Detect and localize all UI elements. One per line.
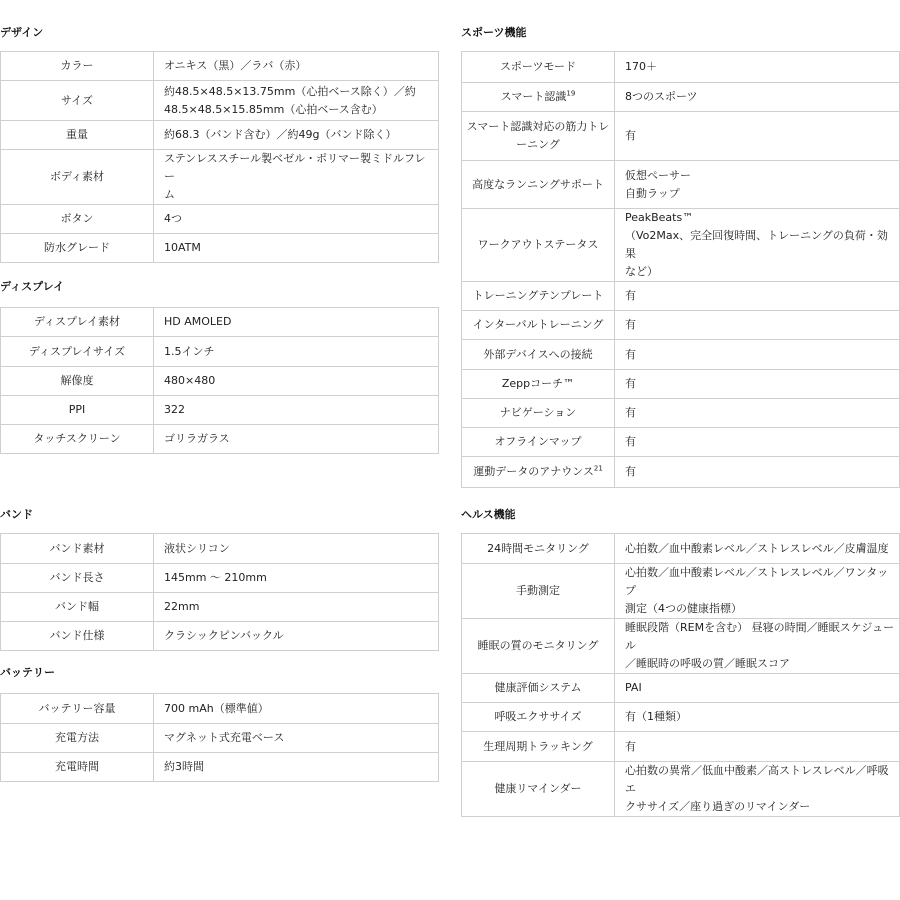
spec-value bbox=[615, 619, 900, 674]
spec-label bbox=[462, 83, 615, 112]
spec-label-text: バンド長さ bbox=[49, 571, 105, 584]
table-row bbox=[462, 340, 900, 370]
spec-value bbox=[615, 564, 900, 619]
table-row bbox=[1, 121, 439, 150]
table-row bbox=[462, 732, 900, 762]
spec-label bbox=[462, 161, 615, 209]
spec-label-text: 解像度 bbox=[60, 374, 94, 387]
spec-label bbox=[462, 619, 615, 674]
table-row bbox=[462, 370, 900, 399]
spec-value-line: 約68.3（バンド含む）／約49g（バンド除く） bbox=[164, 128, 397, 141]
spec-value-line: クラシックピンバックル bbox=[164, 629, 284, 642]
spec-value-line: 自動ラップ bbox=[625, 186, 680, 200]
table-row bbox=[462, 457, 900, 488]
spec-label-text: 手動測定 bbox=[516, 584, 560, 597]
spec-label-text: ボディ素材 bbox=[49, 170, 105, 183]
table-row bbox=[1, 425, 439, 454]
spec-label-text: 外部デバイスへの接続 bbox=[483, 347, 593, 361]
spec-value bbox=[154, 150, 439, 205]
section-title-battery: バッテリー bbox=[0, 666, 55, 679]
band-spec-table bbox=[0, 533, 439, 651]
spec-label-text: Zeppコーチ™ bbox=[501, 377, 575, 390]
spec-label bbox=[1, 753, 154, 782]
spec-label bbox=[462, 674, 615, 703]
sports-spec-table bbox=[461, 51, 900, 488]
section-title-sports: スポーツ機能 bbox=[461, 26, 527, 39]
spec-label-text: ディスプレイサイズ bbox=[28, 344, 126, 358]
spec-label-text: スポーツモード bbox=[499, 60, 577, 73]
footnote-marker: 21 bbox=[593, 464, 603, 473]
footnote-marker: 19 bbox=[566, 89, 576, 98]
spec-value bbox=[615, 112, 900, 161]
spec-label-text: ボタン bbox=[60, 212, 94, 225]
table-row bbox=[462, 311, 900, 340]
spec-label bbox=[462, 209, 615, 282]
spec-label-text: 健康リマインダー bbox=[494, 782, 582, 795]
section-title-health: ヘルス機能 bbox=[461, 508, 516, 521]
spec-label bbox=[462, 370, 615, 399]
spec-label bbox=[1, 724, 154, 753]
spec-value-line: 322 bbox=[164, 403, 185, 416]
spec-label-text: バンド幅 bbox=[55, 600, 99, 613]
table-row bbox=[462, 762, 900, 817]
spec-label bbox=[462, 732, 615, 762]
spec-label-text: オフラインマップ bbox=[494, 435, 582, 448]
spec-value-line: 48.5×48.5×15.85mm（心拍ベース含む） bbox=[164, 102, 383, 116]
table-row bbox=[1, 593, 439, 622]
spec-label-text: 生理周期トラッキング bbox=[483, 739, 593, 753]
battery-spec-table bbox=[0, 693, 439, 782]
spec-label bbox=[462, 762, 615, 817]
spec-label-text: PPI bbox=[68, 403, 86, 416]
spec-value bbox=[615, 399, 900, 428]
display-spec-table bbox=[0, 307, 439, 454]
spec-value bbox=[154, 425, 439, 454]
spec-value-line: 480×480 bbox=[164, 374, 216, 387]
spec-label bbox=[462, 282, 615, 311]
spec-label bbox=[462, 399, 615, 428]
spec-value-line: 145mm ～ 210mm bbox=[164, 571, 267, 584]
spec-value bbox=[615, 762, 900, 817]
spec-label bbox=[462, 340, 615, 370]
spec-value-line: など） bbox=[625, 265, 658, 278]
spec-value-line: 有 bbox=[625, 347, 636, 361]
spec-value-line: 4つ bbox=[164, 212, 182, 225]
table-row bbox=[1, 337, 439, 367]
spec-value-line: 有 bbox=[625, 465, 636, 478]
spec-value-line: 約3時間 bbox=[164, 760, 204, 773]
spec-value-line: 700 mAh（標準値） bbox=[164, 701, 269, 715]
spec-label-text: 運動データのアナウンス bbox=[473, 465, 594, 478]
spec-label bbox=[1, 234, 154, 263]
spec-label bbox=[1, 694, 154, 724]
spec-value-line: ゴリラガラス bbox=[164, 432, 230, 445]
spec-label bbox=[1, 150, 154, 205]
spec-value-line: 約48.5×48.5×13.75mm（心拍ベース除く）／約 bbox=[164, 84, 416, 98]
spec-value bbox=[154, 121, 439, 150]
table-row bbox=[462, 282, 900, 311]
spec-value bbox=[615, 340, 900, 370]
spec-label bbox=[462, 428, 615, 457]
spec-label bbox=[1, 564, 154, 593]
spec-value bbox=[615, 457, 900, 488]
spec-label bbox=[462, 52, 615, 83]
spec-value-line: 液状シリコン bbox=[164, 541, 230, 555]
spec-value bbox=[615, 209, 900, 282]
spec-value-line: ム bbox=[164, 188, 175, 201]
spec-value-line: 有 bbox=[625, 739, 636, 753]
spec-label-text: スマート認識 bbox=[500, 90, 567, 103]
table-row bbox=[1, 694, 439, 724]
table-row bbox=[1, 150, 439, 205]
table-row bbox=[1, 564, 439, 593]
table-row bbox=[462, 674, 900, 703]
table-row bbox=[462, 83, 900, 112]
spec-value bbox=[154, 367, 439, 396]
spec-label-text: バッテリー容量 bbox=[38, 701, 116, 715]
spec-label bbox=[1, 396, 154, 425]
spec-label-text: 充電時間 bbox=[55, 760, 99, 773]
spec-value-line: オニキス（黒）／ラバ（赤） bbox=[164, 59, 307, 72]
spec-value-line: 有 bbox=[625, 129, 636, 142]
spec-label bbox=[1, 205, 154, 234]
spec-label bbox=[1, 121, 154, 150]
spec-value bbox=[615, 732, 900, 762]
spec-value-line: 有 bbox=[625, 289, 636, 302]
spec-value bbox=[154, 308, 439, 337]
spec-value-line: 8つのスポーツ bbox=[625, 90, 698, 103]
spec-label-text: サイズ bbox=[60, 93, 94, 107]
spec-value-line: （Vo2Max、完全回復時間、トレーニングの負荷・効果 bbox=[625, 229, 888, 260]
table-row bbox=[462, 52, 900, 83]
table-row bbox=[462, 428, 900, 457]
spec-value bbox=[615, 703, 900, 732]
table-row bbox=[462, 703, 900, 732]
table-row bbox=[1, 396, 439, 425]
table-row bbox=[462, 399, 900, 428]
spec-label bbox=[1, 367, 154, 396]
table-row bbox=[462, 534, 900, 564]
spec-value bbox=[615, 534, 900, 564]
spec-label-text: ワークアウトステータス bbox=[477, 238, 599, 251]
spec-value-line: 心拍数／血中酸素レベル／ストレスレベル／皮膚温度 bbox=[625, 541, 889, 555]
spec-value-line: 心拍数の異常／低血中酸素／高ストレスレベル／呼吸エ bbox=[625, 764, 889, 795]
spec-value bbox=[154, 753, 439, 782]
spec-value bbox=[615, 311, 900, 340]
spec-value-line: PeakBeats™ bbox=[625, 211, 694, 224]
spec-value bbox=[154, 724, 439, 753]
table-row bbox=[462, 619, 900, 674]
spec-label-text: トレーニングテンプレート bbox=[472, 289, 604, 302]
spec-label-text: ディスプレイ素材 bbox=[33, 315, 121, 328]
spec-value-line: 有 bbox=[625, 435, 636, 448]
spec-value bbox=[154, 396, 439, 425]
spec-value-line: 10ATM bbox=[164, 241, 201, 254]
spec-value bbox=[154, 205, 439, 234]
spec-value bbox=[154, 694, 439, 724]
table-row bbox=[1, 205, 439, 234]
spec-value bbox=[615, 83, 900, 112]
spec-value-line: 測定（4つの健康指標） bbox=[625, 602, 742, 615]
spec-label bbox=[1, 52, 154, 81]
table-row bbox=[1, 724, 439, 753]
spec-value bbox=[615, 161, 900, 209]
spec-value bbox=[154, 593, 439, 622]
spec-value bbox=[615, 52, 900, 83]
spec-label bbox=[462, 703, 615, 732]
spec-value-line: HD AMOLED bbox=[164, 315, 232, 328]
spec-value-line: 有 bbox=[625, 406, 636, 419]
table-row bbox=[1, 234, 439, 263]
health-spec-table bbox=[461, 533, 900, 817]
spec-label-text: バンド仕様 bbox=[49, 629, 105, 642]
table-row bbox=[1, 753, 439, 782]
spec-label bbox=[1, 534, 154, 564]
spec-value bbox=[615, 674, 900, 703]
spec-label-text: 睡眠の質のモニタリング bbox=[477, 639, 599, 652]
spec-label bbox=[462, 534, 615, 564]
spec-value-line: 有 bbox=[625, 377, 636, 390]
spec-value bbox=[154, 81, 439, 121]
spec-label bbox=[462, 112, 615, 161]
spec-label-text: タッチスクリーン bbox=[33, 432, 121, 445]
spec-value bbox=[154, 52, 439, 81]
table-row bbox=[462, 161, 900, 209]
spec-label-text: バンド素材 bbox=[49, 541, 105, 555]
design-spec-table bbox=[0, 51, 439, 263]
spec-label-text: 高度なランニングサポート bbox=[472, 177, 604, 191]
table-row bbox=[1, 534, 439, 564]
table-row bbox=[1, 622, 439, 651]
spec-value bbox=[615, 282, 900, 311]
spec-label-text: 重量 bbox=[66, 128, 88, 141]
section-title-display: ディスプレイ bbox=[0, 280, 65, 293]
spec-value bbox=[154, 622, 439, 651]
spec-label bbox=[462, 311, 615, 340]
spec-label bbox=[462, 564, 615, 619]
spec-value-line: 22mm bbox=[164, 600, 200, 613]
spec-value bbox=[615, 428, 900, 457]
table-row bbox=[462, 112, 900, 161]
spec-label-text: ナビゲーション bbox=[499, 406, 577, 419]
spec-label-text: カラー bbox=[60, 59, 94, 72]
spec-label-text: 健康評価システム bbox=[494, 681, 582, 694]
spec-value-line: PAI bbox=[625, 681, 642, 694]
spec-label bbox=[1, 308, 154, 337]
spec-value bbox=[615, 370, 900, 399]
section-title-design: デザイン bbox=[0, 26, 44, 39]
spec-label bbox=[462, 457, 615, 488]
spec-value-line: マグネット式充電ベース bbox=[164, 731, 285, 744]
spec-label-text: 24時間モニタリング bbox=[487, 541, 589, 555]
spec-value-line: 170＋ bbox=[625, 60, 657, 73]
spec-label-text: スマート認識対応の筋力トレーニング bbox=[466, 120, 610, 151]
spec-label-text: 呼吸エクササイズ bbox=[494, 710, 582, 723]
table-row bbox=[1, 308, 439, 337]
section-title-band: バンド bbox=[0, 508, 33, 521]
spec-label-text: 充電方法 bbox=[55, 731, 99, 744]
spec-value-line: 有 bbox=[625, 318, 636, 331]
spec-value-line: 心拍数／血中酸素レベル／ストレスレベル／ワンタップ bbox=[625, 566, 889, 597]
spec-label bbox=[1, 337, 154, 367]
spec-value-line: ／睡眠時の呼吸の質／睡眠スコア bbox=[625, 657, 790, 670]
spec-value bbox=[154, 337, 439, 367]
spec-value-line: ステンレススチール製ベゼル・ポリマー製ミドルフレー bbox=[164, 152, 426, 183]
table-row bbox=[462, 209, 900, 282]
spec-value-line: クササイズ／座り過ぎのリマインダー bbox=[625, 800, 811, 813]
table-row bbox=[462, 564, 900, 619]
spec-value bbox=[154, 534, 439, 564]
spec-value-line: 1.5インチ bbox=[164, 344, 215, 358]
spec-value bbox=[154, 234, 439, 263]
spec-label-text: インターバルトレーニング bbox=[472, 318, 604, 331]
spec-value-line: 有（1種類） bbox=[625, 710, 687, 723]
spec-label bbox=[1, 81, 154, 121]
spec-value-line: 睡眠段階（REMを含む） 昼寝の時間／睡眠スケジュール bbox=[625, 621, 895, 652]
table-row bbox=[1, 367, 439, 396]
spec-label bbox=[1, 425, 154, 454]
table-row bbox=[1, 81, 439, 121]
spec-value-line: 仮想ペーサー bbox=[625, 168, 691, 182]
spec-label-text: 防水グレード bbox=[44, 241, 110, 254]
spec-label bbox=[1, 593, 154, 622]
spec-label bbox=[1, 622, 154, 651]
spec-value bbox=[154, 564, 439, 593]
table-row bbox=[1, 52, 439, 81]
